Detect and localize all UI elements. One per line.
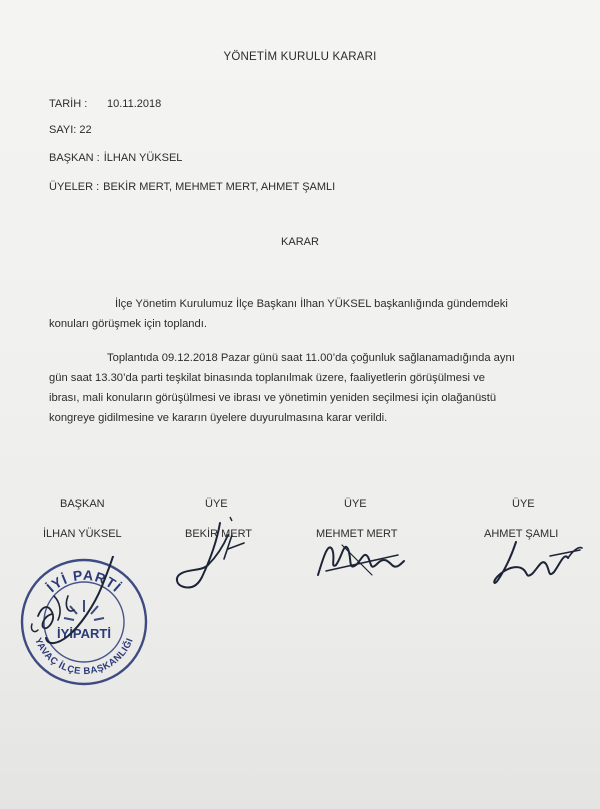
paragraph-line: Toplantıda 09.12.2018 Pazar günü saat 11.00’da çoğunluk sağlanamadığında aynı bbox=[107, 352, 515, 364]
signature-role-member-3: ÜYE bbox=[512, 498, 535, 510]
signature-name-member-3: AHMET ŞAMLI bbox=[484, 528, 559, 540]
svg-text:İYİ PARTİ bbox=[43, 567, 124, 596]
number-label: SAYI: 22 bbox=[49, 124, 92, 136]
president-row bbox=[49, 152, 182, 164]
decision-heading: KARAR bbox=[281, 236, 319, 248]
date-row bbox=[49, 98, 161, 110]
paragraph-line: gün saat 13.30’da parti teşkilat binasında toplanılmak üzere, faaliyetlerin görüşülmesi ve bbox=[49, 372, 485, 384]
date-value: 10.11.2018 bbox=[107, 98, 162, 110]
members-row bbox=[49, 181, 335, 193]
signature-name-president: İLHAN YÜKSEL bbox=[43, 528, 122, 540]
president-value: İLHAN YÜKSEL bbox=[103, 152, 183, 164]
signature-bekir-mert bbox=[162, 515, 252, 595]
members-value: BEKİR MERT, MEHMET MERT, AHMET ŞAMLI bbox=[103, 181, 336, 193]
stamp-bottom-text: YAVAÇ İLÇE BAŞKANLIĞI bbox=[32, 636, 136, 678]
paragraph-2 bbox=[49, 348, 569, 428]
number-row bbox=[49, 124, 92, 136]
date-label: TARİH : bbox=[49, 98, 88, 110]
signature-name-member-1: BEKİR MERT bbox=[185, 528, 253, 540]
paragraph-line: konuları görüşmek için toplandı. bbox=[49, 318, 207, 330]
members-label: ÜYELER : bbox=[49, 181, 100, 193]
paragraph-line: kongreye gidilmesine ve kararın üyelere duyurulmasına karar verildi. bbox=[49, 412, 388, 424]
signature-name-member-2: MEHMET MERT bbox=[316, 528, 398, 540]
paragraph-line: İlçe Yönetim Kurulumuz İlçe Başkanı İlhan YÜKSEL başkanlığında gündemdeki bbox=[115, 298, 508, 310]
paragraph-1 bbox=[49, 294, 569, 334]
stamp-top-text: İYİ PARTİ bbox=[43, 566, 125, 596]
document-title: YÖNETİM KURULU KARARI bbox=[223, 51, 377, 63]
signature-mehmet-mert bbox=[312, 535, 407, 585]
signature-role-member-2: ÜYE bbox=[344, 498, 367, 510]
signature-role-president: BAŞKAN bbox=[60, 498, 105, 510]
signature-ahmet-samli bbox=[488, 538, 588, 590]
official-stamp bbox=[18, 556, 150, 688]
stamp-center-text: İYİPARTİ bbox=[57, 626, 111, 641]
signature-role-member-1: ÜYE bbox=[205, 498, 228, 510]
president-label: BAŞKAN : bbox=[49, 152, 100, 164]
paragraph-line: ibrası, mali konuların görüşülmesi ve ibrası ve yönetimin yeniden seçilmesi için olağanüstü bbox=[49, 392, 497, 404]
